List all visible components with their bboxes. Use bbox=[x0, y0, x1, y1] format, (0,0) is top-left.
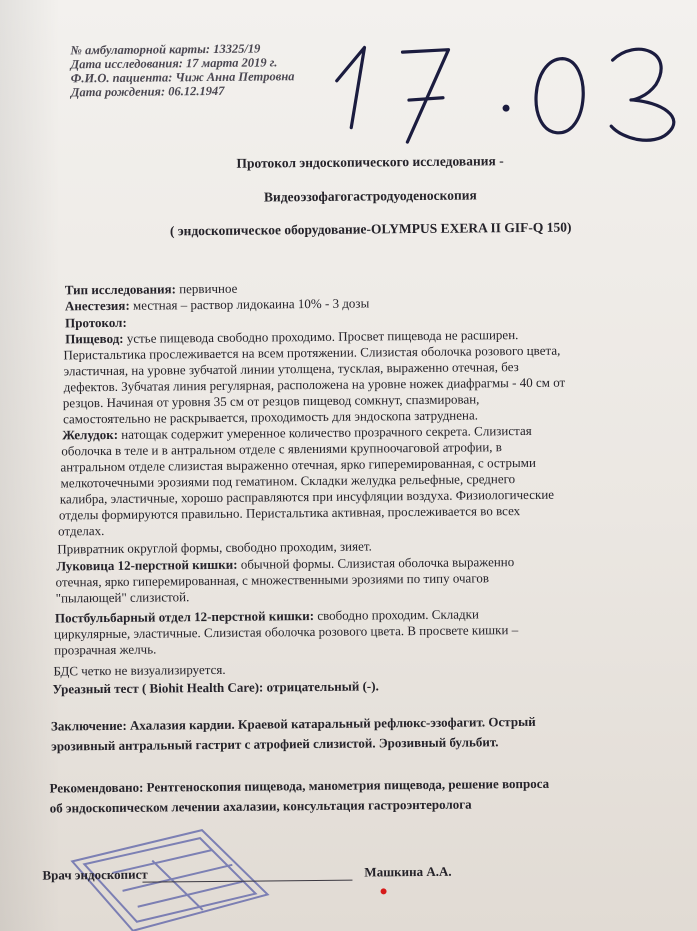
procedure-title: Видеоэзофагогастродуоденоскопия bbox=[263, 187, 477, 205]
exam-type-label: Тип исследования: bbox=[64, 281, 176, 298]
esophagus-line-2: Перистальтика прослеживается на всем протяжении. Слизистая оболочка розового цвета, bbox=[63, 342, 561, 363]
recommendation-line-1: Рекомендовано: Рентгеноскопия пищевода, манометрия пищевода, решение вопроса bbox=[49, 775, 550, 796]
stomach-line-6: отделы формируются правильно. Перистальтика активная, прослеживается во всех bbox=[58, 503, 521, 523]
exam-type bbox=[65, 281, 238, 299]
red-mark bbox=[381, 888, 387, 894]
pylorus-line: Привратник округлой формы, свободно проходим, зияет. bbox=[57, 538, 372, 557]
card-number: № амбулаторной карты: 13325/19 bbox=[70, 41, 261, 58]
postbulb-text-1: свободно проходим. Складки bbox=[313, 606, 479, 624]
bulb-line-2: отечная, ярко гиперемированная, с множественными эрозиями по типу очагов bbox=[55, 570, 490, 590]
anesthesia bbox=[65, 295, 369, 314]
bulb-text-1: обычной формы. Слизистая оболочка выраженно bbox=[237, 554, 515, 572]
handwritten-date bbox=[330, 0, 697, 153]
postbulb-line-3: прозрачная желчь. bbox=[54, 641, 157, 658]
esophagus-line-4: дефектов. Зубчатая линия регулярная, расположена на уровне ножек диафрагмы - 40 см от bbox=[63, 374, 566, 395]
postbulb-line-2: циркулярные, эластичные. Слизистая оболочка розового цвета. В просвете кишки – bbox=[54, 622, 519, 642]
stomach-line-7: отделах. bbox=[58, 523, 105, 539]
postbulb-label: Постбульбарный отдел 12-перстной кишки: bbox=[54, 608, 315, 626]
stomach-label: Желудок: bbox=[62, 426, 119, 443]
urease-line: Уреазный тест ( Biohit Health Care): отрицательный (-). bbox=[52, 678, 379, 697]
esophagus-line-5: резцов. Начиная от уровня 35 см от резцов пищевод сомкнут, спазмирован, bbox=[62, 391, 480, 411]
bulb-label: Луковица 12-перстной кишки: bbox=[56, 556, 238, 574]
patient-name: Ф.И.О. пациента: Чиж Анна Петровна bbox=[70, 69, 295, 86]
equipment-line: ( эндоскопическое оборудование-OLYMPUS EXERA II GIF-Q 150) bbox=[169, 219, 572, 239]
esophagus-line-3: эластичная, на уровне зубчатой линии утолщена, тусклая, выраженно отечная, без bbox=[63, 359, 519, 379]
protocol-label: Протокол: bbox=[65, 314, 127, 331]
doctor-stamp bbox=[52, 799, 293, 931]
anesthesia-value: местная – раствор лидокаина 10% - 3 дозы bbox=[129, 295, 370, 313]
doctor-label: Врач эндоскопист bbox=[42, 866, 148, 883]
esophagus-text-1: устье пищевода свободно проходимо. Просвет пищевода не расширен. bbox=[123, 327, 519, 346]
exam-type-value: первичное bbox=[175, 280, 238, 297]
protocol-sheet bbox=[4, 0, 697, 931]
stomach-line-4: мелкоточечными эрозиями под гематином. Складки желудка рельефные, среднего bbox=[60, 471, 516, 491]
recommendation-line-2: об эндоскопическом лечении ахалазии, консультация гастроэнтеролога bbox=[49, 796, 472, 816]
birth-date: Дата рождения: 06.12.1947 bbox=[70, 83, 225, 100]
conclusion-line-1: Заключение: Ахалазия кардии. Краевой катаральный рефлюкс-эзофагит. Острый bbox=[50, 713, 536, 734]
stomach-line-3: антральном отделе слизистая выраженно отечная, ярко гиперемированная, с острыми bbox=[60, 454, 536, 475]
conclusion-line-2: эрозивный антральный гастрит с атрофией слизистой. Эрозивный бульбит. bbox=[51, 734, 499, 754]
doctor-name: Машкина А.А. bbox=[364, 863, 452, 880]
bds-line: БДС четко не визуализируется. bbox=[53, 661, 226, 679]
stomach-text-1: натощак содержит умеренное количество прозрачного секрета. Слизистая bbox=[117, 422, 532, 442]
anesthesia-label: Анестезия: bbox=[64, 297, 130, 314]
esophagus-line-6: самостоятельно не раскрывается, проходимость для эндоскопа затруднена. bbox=[62, 407, 479, 427]
protocol-title: Протокол эндоскопического исследования - bbox=[236, 153, 504, 171]
exam-date: Дата исследования: 17 марта 2019 г. bbox=[70, 55, 278, 72]
stomach-line-5: калибра, эластичные, хорошо расправляются при инсуфляции воздуха. Физиологические bbox=[59, 486, 555, 507]
esophagus-label: Пищевод: bbox=[65, 330, 124, 347]
bulb-line-3: "пылающей" слизистой. bbox=[55, 589, 190, 606]
stomach-line-2: оболочка в теле и в антральном отделе с явлениями крупноочаговой атрофии, в bbox=[61, 439, 502, 459]
